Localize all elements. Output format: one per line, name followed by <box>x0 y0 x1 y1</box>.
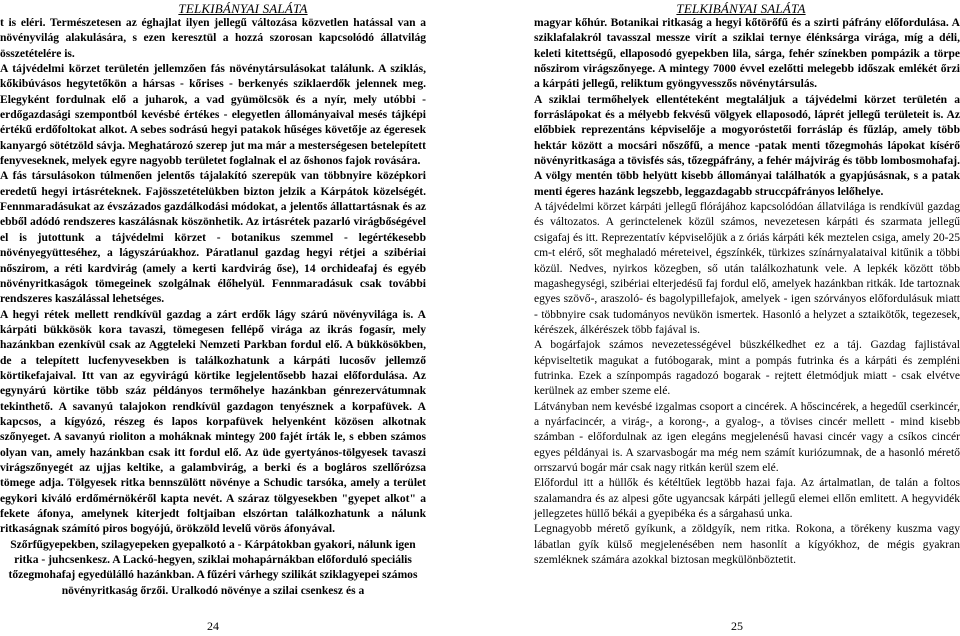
paragraph: Legnagyobb mérető gyíkunk, a zöldgyík, nem ritka. Rokona, a törékeny kuszma vagy lábatlan gyík külső megjelenésében nem hasonlít a kígyókhoz, de mégis gyakran szemléknek számára azokkal biztosan megkülönböztetit. <box>534 523 960 567</box>
page-number: 24 <box>207 619 219 633</box>
paragraph: A tájvédelmi körzet területén jellemzően fás növénytársulásokat találunk. A sziklás, kőkibúvásos hegytetőkön a hársas - kőrises - berkenyés sziklaerdők jelennek meg. Elegyként fordulnak elő a juharok, a vad gyümölcsök és a nyír, mely utóbbi - erdőgazdasági szempontból kevésbé értékes - elegyetlen állományaival mesés tájképi értékű erdőfoltokat alkot. A sebes sodrású hegyi patakok hűséges követője az égeresek kanyargó sötétzöld sávja. Meghatározó szerep jut ma már a mesterségesen betelepített fenyveseknek, melyek egyre nagyobb területet foglalnak el az őshonos fajok rovására. <box>0 63 426 168</box>
paragraph: Előfordul itt a hüllők és kétéltűek legtöbb hazai faja. Az ártalmatlan, de talán a foltos szalamandra és az alpesi gőte ugyancsak kárpáti jellegű elemei ellőn emlitett. A hegyvidék jellegzetes hüllő békái a gyepibéka és a sárgahasú unka. <box>534 477 960 520</box>
paragraph: A hegyi rétek mellett rendkívül gazdag a zárt erdők lágy szárú növényvilága is. A kárpáti bükkösök kora tavaszi, tömegesen fellépő virága az ikrás fogasír, mely hazánkban ezenkívül csak az Aggteleki Nemzeti Parkban fordul elő. A bükkösökben, de a telepített lucfenyvesekben is találkozhatunk a kárpáti lucosőv jellemző körtikefajaival. Itt van az egyvirágú körtike legjelentősebb hazai előfordulása. Az egynyárú körtike több száz példányos termőhelye hazánkban génrezervátumnak tekinthető. A savanyú talajokon rendkívül gazdagon tenyésznek a korpafüvek. A kapcsos, a kígyózó, részeg és lapos korpafüvek helyenként közösen alkotnak szőnyeget. A savanyú rioliton a moháknak mintegy 200 fajét írták le, s ebben számos olyan van, amely hazánkban csak itt fordul elő. Az üde gyertyános-tölgyesek tavaszi virágszőnyegét az ujjas keltike, a galambvirág, a berki és a bogláros szellőrózsa tömege adja. Tölgyesek ritka bennszülött növénye a Schudic tarsóka, amely a terület egykori kiváló erdőmérnökéről kapta nevét. A száraz tölgyesekben "gyepet alkot" a fekete áfonya, amelynek kiterjedt foltjaiban elszórtan találkozhatunk a nálunk ritkaságnak számító piros bogyójú, örökzöld levelű vörös áfonyával. <box>0 308 426 536</box>
page-number: 25 <box>731 619 743 633</box>
centered-paragraph: Szőrfűgyepekben, szilagyepeken gyepalkotó a - Kárpátokban gyakori, nálunk igen ritka - juhcsenkesz. A Lackó-hegyen, sziklai mohapárnákban előforduló speciális tőzegmohafaj egyedülálló hazánkban. A fűzéri várhegy szilikát sziklagyepei számos növényritkaság őrzői. Uralkodó növénye a szilai csenkesz és a <box>8 538 418 597</box>
paragraph: Látványban nem kevésbé izgalmas csoport a cincérek. A hőscincérek, a hegedűl cserkincér, a nyárfacincér, a virág-, a korong-, a gyalog-, a tövises cincér mellett - mind kisebb számban - előfordulnak az igen elegáns megjelenésű havasi cincér vagy a csíkos cincér egyes példányai is. A szarvasbogár ma még nem számít kuriózumnak, de a hasonló mérető orrszarvú bogár már csak nagy ritkán kerül szem elé. <box>534 400 960 474</box>
right-page <box>534 0 960 636</box>
paragraph: A sziklai termőhelyek ellentéteként megtaláljuk a tájvédelmi körzet területén a forráslápokat és a mélyebb fekvésű völgyek ellaposodó, láprét jellegű területeit is. Az előbbiek reprezentáns képviselője a mogyoróstetői forrásláp és fűzláp, amely több hektár között a mocsári nőszőfű, a mence -patak menti tőzegmohás lápokat kísérő növényritkasága a tövisfés sás, tőzegpáfrány, a fehér májvirág és több lombosmohafaj. A völgy mentén több helyütt kisebb állományai találhatók a gyapjúsásnak, s a patak menti égeres hazánk legszebb, leggazdagabb struccpáfrányos lelőhelye. <box>534 93 960 198</box>
left-page-body <box>0 16 426 599</box>
left-page <box>0 0 426 636</box>
paragraph: A fás társulásokon túlmenően jelentős tájalakító szerepük van többnyire középkori eredetű hegyi irtásréteknek. Fajösszetételükben bizton jelzik a Kárpátok közelségét. Fennmaradásukat az évszázados gazdálkodási módokat, a jelentős állattartásnak és az ebből adódó rendszeres kaszálásnak köszönhetik. Az irtásrétek pazarló virágbőségével el is jutottunk a tájvédelmi körzet - botanikus szemmel - legértékesebb növényegyütteséhez, a lágyszárúakhoz. Páratlanul gazdag hegyi rétjei a szibériai nőszirom, a réti kardvirág (amely a kerti kardvirág őse), 14 orchideafaj és egyéb növényritkaságok tömegeinek szolgálnak élőhelyül. Fennmaradásuk csak további rendszeres kaszálással lehetséges. <box>0 170 426 306</box>
paragraph: magyar kőhúr. Botanikai ritkaság a hegyi kőtörőfű és a szirti páfrány előfordulása. A sziklafalakról tavasszal messze virít a sziklai ternye élénksárga virága, míg a déli, keleti kitettségű, ellaposodó gyepekben lila, sárga, fehér színekben pompázik a törpe nőszirom virágszőnyege. A mintegy 7000 évvel ezelőtti melegebb időszak emlékét őrzi a kárpáti jellegű, reliktum gyöngyvesszős növénytársulás. <box>534 17 960 91</box>
paragraph: t is eléri. Természetesen az éghajlat ilyen jellegű változása közvetlen hatással van a növényvilág alakulására, s ezen keresztül a hozzá szorosan kapcsolódó állatvilág összetételére is. <box>0 17 426 60</box>
paragraph: A tájvédelmi körzet kárpáti jellegű flórájához kapcsolódóan állatvilága is rendkívül gazdag és változatos. A gerinctelenek közül számos, nevezetesen kárpáti és szarmata jellegű csigafaj és itt. Reprezentatív képviselőjük a z óriás kárpáti kék meztelen csiga, amely 20-25 cm-t elérő, sőt meghaladó méreteivel, égszínkék, türkizes színárnyalataival kitűnik a többi közül. Nedves, nyirkos közegben, ső után találkozhatunk vele. A lepkék között több magashegységi, szibériai elterjedésű faj fordul elő, amelyek hazánkban ritkák. Ide tartoznak egyes szövő-, araszoló- és bagolypillefajok, amelyek - igen szórványos előfordulásuk miatt - többnyire csak tudományos nevükön ismertek. Hasonló a helyzet a sztaikötők, tegezesek, kérészek, álkérészek több fajával is. <box>534 201 960 336</box>
running-header: TELKIBÁNYAI SALÁTA <box>676 1 806 16</box>
paragraph: A bogárfajok számos nevezetességével büszkélkedhet ez a táj. Gazdag fajlistával képviseltetik magukat a futóbogarak, mint a pompás futrinka és a kárpáti és zempléni futrinka. Ezek a színpompás ragadozó bogarak - rejtett életmódjuk miatt - csak elvétve kerülnek az ember szeme elé. <box>534 339 960 398</box>
running-header: TELKIBÁNYAI SALÁTA <box>178 1 308 16</box>
right-page-body <box>534 16 960 568</box>
